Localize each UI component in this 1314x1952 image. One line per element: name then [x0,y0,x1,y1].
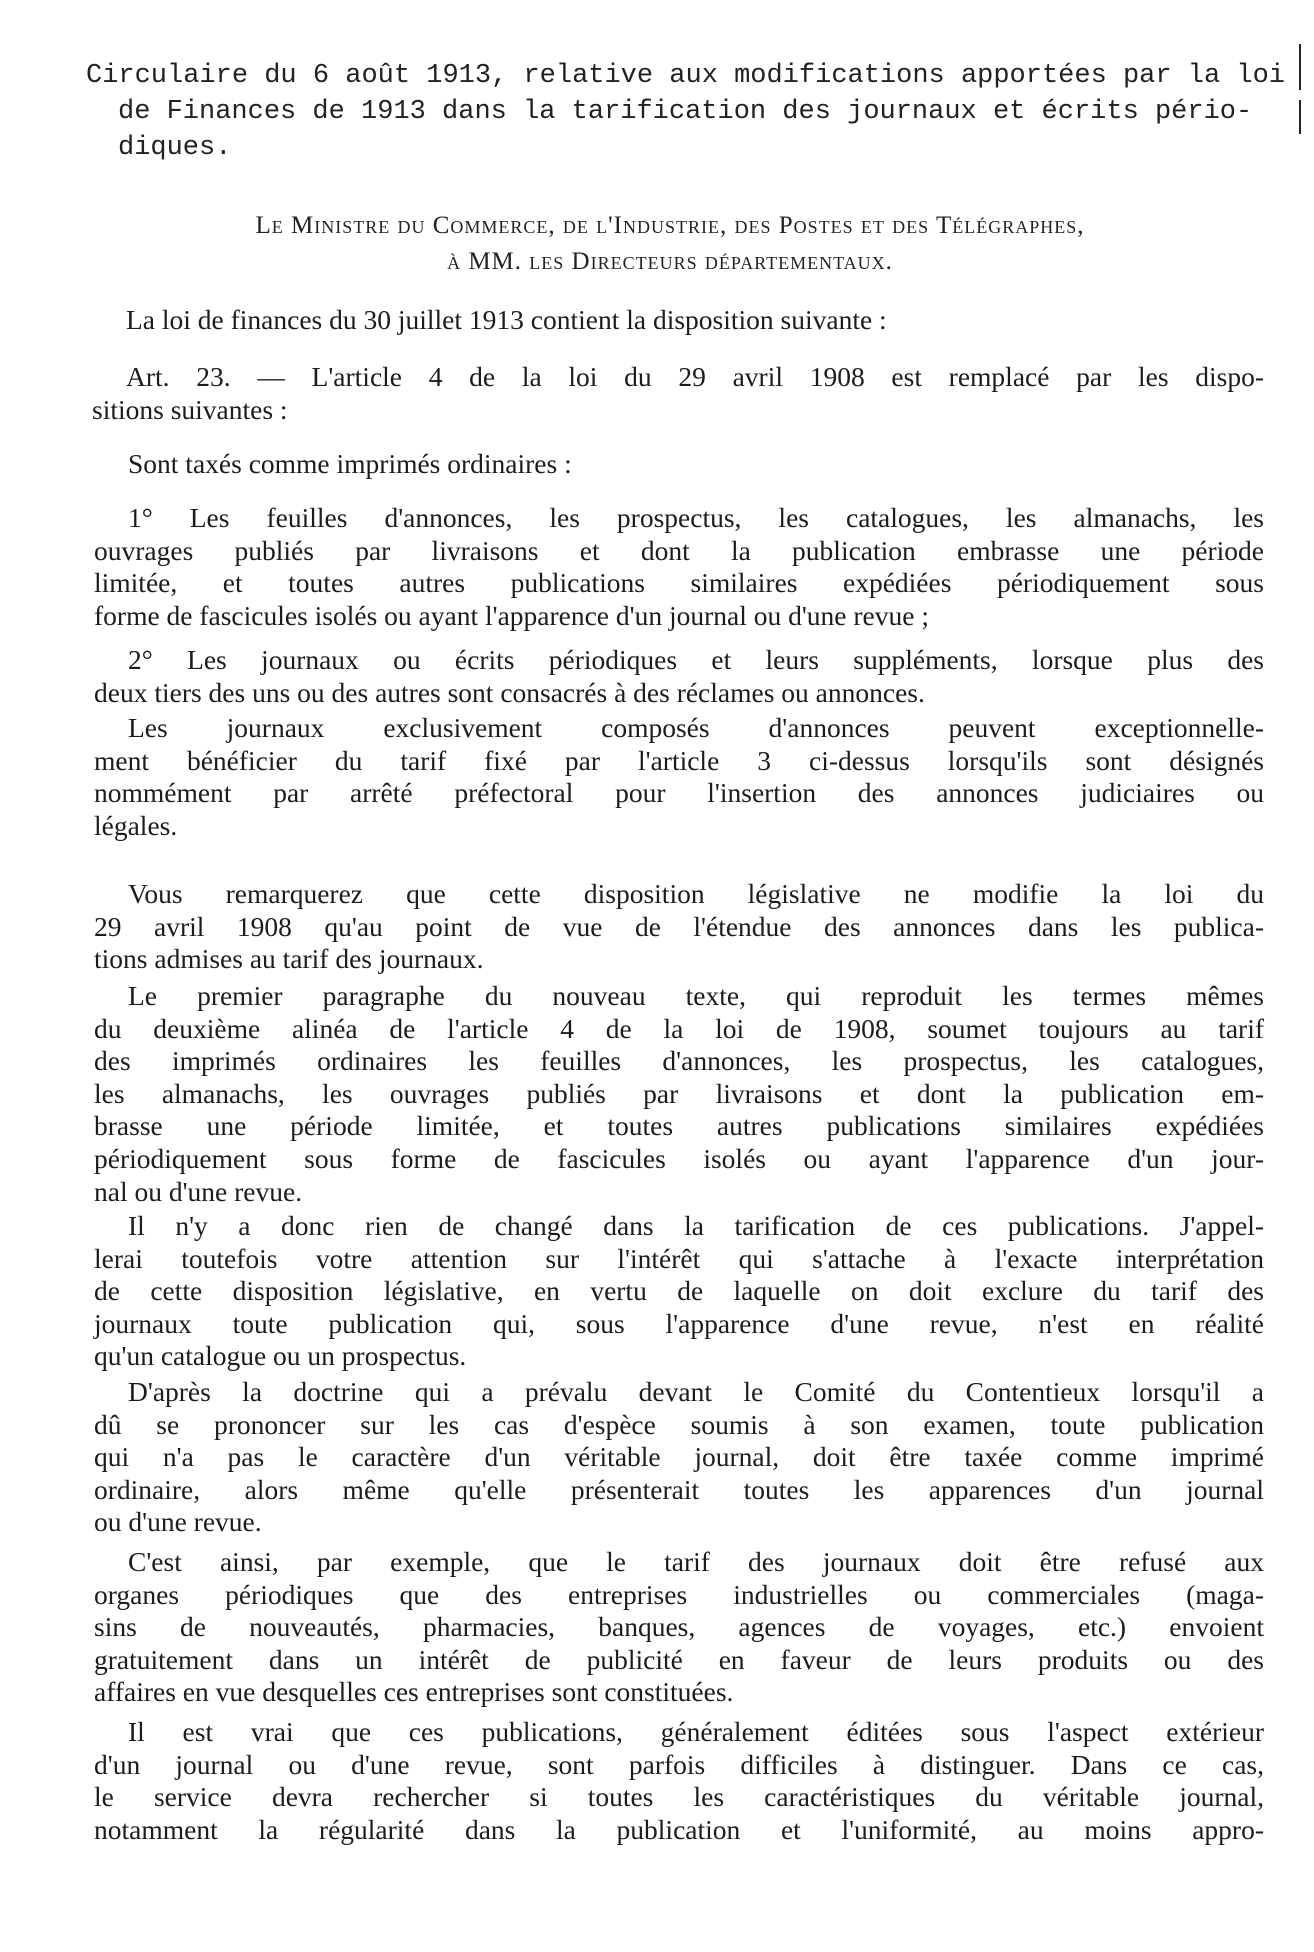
text-line: le service devra rechercher si toutes les caractéristiques du véritable journal, [94,1781,1264,1813]
addressee-block [90,208,1250,280]
text-line: Il n'y a donc rien de changé dans la tarification de ces publications. J'appel- [128,1210,1264,1241]
text-line: ment bénéficier du tarif fixé par l'article 3 ci-dessus lorsqu'ils sont désignés [94,744,1264,776]
text-line: de cette disposition législative, en vertu de laquelle on doit exclure du tarif des [94,1275,1264,1307]
text-line: 29 avril 1908 qu'au point de vue de l'étendue des annonces dans les publica- [94,910,1264,942]
text-line: qui n'a pas le caractère d'un véritable journal, doit être taxée comme imprimé [94,1441,1264,1473]
title-line: de Finances de 1913 dans la tarification des journaux et écrits pério- [118,97,1253,127]
text-line: forme de fascicules isolés ou ayant l'apparence d'un journal ou d'une revue ; [94,599,929,631]
title-line: Circulaire du 6 août 1913, relative aux modifications apportées par la loi [86,61,1285,91]
text-line: C'est ainsi, par exemple, que le tarif des journaux doit être refusé aux [128,1546,1264,1577]
scan-edge-mark [1299,100,1301,134]
paragraph [94,712,1264,842]
text-line: organes périodiques que des entreprises industrielles ou commerciales (maga- [94,1578,1264,1610]
text-line: tions admises au tarif des journaux. [94,943,484,975]
text-line: 1° Les feuilles d'annonces, les prospectus, les catalogues, les almanachs, les [128,502,1264,533]
circular-title [80,58,1285,166]
article-paragraph [92,361,1264,426]
list-item-1 [94,502,1264,632]
text-line: nal ou d'une revue. [94,1175,303,1207]
text-line: La loi de finances du 30 juillet 1913 contient la disposition suivante : [126,304,887,335]
text-line: Les journaux exclusivement composés d'annonces peuvent exceptionnelle- [128,712,1264,743]
text-line: notamment la régularité dans la publication et l'uniformité, au moins appro- [94,1813,1264,1845]
text-line: Art. 23. — L'article 4 de la loi du 29 avril 1908 est remplacé par les dispo- [126,361,1264,392]
paragraph [94,1716,1264,1846]
text-line: les almanachs, les ouvrages publiés par livraisons et dont la publication em- [94,1077,1264,1109]
paragraph [128,448,1028,481]
text-line: limitée, et toutes autres publications similaires expédiées périodiquement sous [94,567,1264,599]
text-line: Sont taxés comme imprimés ordinaires : [128,448,572,479]
text-line: deux tiers des uns ou des autres sont consacrés à des réclames ou annonces. [94,676,925,708]
text-line: lerai toutefois votre attention sur l'intérêt qui s'attache à l'exacte interprétation [94,1242,1264,1274]
text-line: ou d'une revue. [94,1506,262,1538]
paragraph [94,1210,1264,1373]
text-line: gratuitement dans un intérêt de publicité en faveur de leurs produits ou des [94,1643,1264,1675]
text-line: d'un journal ou d'une revue, sont parfois difficiles à distinguer. Dans ce cas, [94,1748,1264,1780]
addressee-line: à MM. les Directeurs départementaux. [447,248,893,275]
text-line: ouvrages publiés par livraisons et dont la publication embrasse une période [94,534,1264,566]
text-line: D'après la doctrine qui a prévalu devant le Comité du Contentieux lorsqu'il a [128,1376,1264,1407]
paragraph [94,980,1264,1208]
addressee-line: Le Ministre du Commerce, de l'Industrie, des Postes et des Télégraphes, [255,212,1085,239]
text-line: ordinaire, alors même qu'elle présenterait toutes les apparences d'un journal [94,1473,1264,1505]
text-line: Le premier paragraphe du nouveau texte, qui reproduit les termes mêmes [128,980,1264,1011]
text-line: 2° Les journaux ou écrits périodiques et leurs suppléments, lorsque plus des [128,644,1264,675]
text-line: qu'un catalogue ou un prospectus. [94,1340,467,1372]
text-line: légales. [94,809,178,841]
text-line: Vous remarquerez que cette disposition législative ne modifie la loi du [128,878,1264,909]
text-line: brasse une période limitée, et toutes autres publications similaires expédiées [94,1110,1264,1142]
scan-edge-mark [1299,44,1301,90]
paragraph [94,878,1264,976]
text-line: nommément par arrêté préfectoral pour l'insertion des annonces judiciaires ou [94,777,1264,809]
text-line: dû se prononcer sur les cas d'espèce soumis à son examen, toute publication [94,1408,1264,1440]
paragraph [126,304,1164,337]
text-line: Il est vrai que ces publications, généralement éditées sous l'aspect extérieur [128,1716,1264,1747]
text-line: affaires en vue desquelles ces entreprises sont constituées. [94,1676,734,1708]
paragraph [94,1376,1264,1539]
text-line: périodiquement sous forme de fascicules isolés ou ayant l'apparence d'un jour- [94,1142,1264,1174]
text-line: des imprimés ordinaires les feuilles d'annonces, les prospectus, les catalogues, [94,1045,1264,1077]
text-line: sitions suivantes : [92,393,288,425]
text-line: journaux toute publication qui, sous l'apparence d'une revue, n'est en réalité [94,1307,1264,1339]
text-line: du deuxième alinéa de l'article 4 de la loi de 1908, soumet toujours au tarif [94,1012,1264,1044]
list-item-2 [94,644,1264,709]
title-line: diques. [118,133,232,163]
paragraph [94,1546,1264,1709]
text-line: sins de nouveautés, pharmacies, banques, agences de voyages, etc.) envoient [94,1611,1264,1643]
